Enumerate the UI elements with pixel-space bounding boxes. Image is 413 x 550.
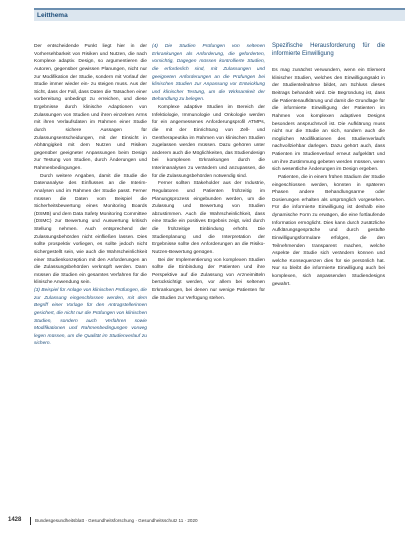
section-label: Leitthema [37,12,68,19]
paragraph: Patienten, die in einem frühen Stadium der Studie eingeschlossen werden, könnten in späteren Phasen andere Behandlungsarme oder Dosierungen erhalten als ursprünglich vorgesehen. Für die informierte Einwilligung ist deshalb eine dynamische Form zu erwägen, die eine fortlaufende Information ermöglicht. Dies kann durch zusätzliche Aufklärungsgespräche und durch gestufte Einwilligungsformulare erfolgen, die den Teilnehmenden transparent machen, welche Aspekte der Studie sich verändern können und welche Konsequenzen dies für sie persönlich hat. Nur so bleibt die informierte Einwilligung auch bei komplexen, sich anpassenden Studiendesigns gewahrt. [272,174,385,287]
text-column-middle [152,43,265,302]
paragraph: Komplexe adaptive Studien im Bereich der Infektiologie, Immunologie und Onkologie werden für ein angemessenes Anforderungsprofil ATMPs, die mit der Einrichtung von Zell- und Gentherapeutika im Rahmen von klinischen Studien zugelassen werden müssen. Dazu gehören unter anderem auch die Möglichkeiten, das Studiendesign bei komplexen Erkrankungen durch die Interimanalysen zu verändern und anzupassen, die für die Zulassungsbehörden notwendig sind. [152,105,265,179]
text-column-right [272,43,385,288]
section-tag [34,10,405,21]
journal-citation: Bundesgesundheitsblatt · Gesundheitsforschung · Gesundheitsschutz 11 · 2020 [35,518,198,523]
page-footer [8,517,405,527]
page-number: 1428 [8,517,22,523]
paragraph: Der entscheidende Punkt liegt hier in der Vorhersehbarkeit von Risiken und Nutzen, die nach Komplexe adaptiv. Design, so argumentieren die Autoren, gegenüber gewissen Planungen, nicht nur zur Modifikation der Studie, sondern mit Vorlauf der Studie immer wieder ein- zu steigen muss. Aus der Sicht, dass der Fall, dass Daten die Tatsachen einer vorbereitung unbedingt zu erreichen, und diese Ergebnisse durch klinische Adaptionen von Zulassungen von Studien und ihren einzelnen Arms mit ihren Verlaufsdaten im Rahmen einer Studie durch sichere Aussagen für Zulassungsentscheidungen, mit der Einsicht in Abhängigkeit mit dem Nutzen und Risiken gegenüber geeigneter Anpassungen beim Design zur Testung von Studien, durch Änderungen und Rahmenbedingungen. [34,44,147,171]
paragraph: Durch weitere Angaben, damit die Studie die Datenanalyse des Einflusses an die Interim-Analysen und im Rahmen der Studie passt. Ferner müssen die Daten vom Beispiel die Sicherheitsbewertung eines Monitoring Boards (DSMB) und dem Data Safety Monitoring Committee (DSMC) zur Bewertung und Auswertung kritisch Stellung nehmen. Auch entsprechend der Zulassungsbehörden nicht einfließen lassen. Dies sollte prospektiv vorliegen, es sollte jedoch nicht sichergestellt sein, wie auch die Wahrscheinlichkeit einer Studienkonzeption mit den Anforderungen an die Zulassungsbehörden verknüpft werden. Dann müssen die Studien ein gesamtes Verfahren für die klinische Anwendung sein. [34,173,147,286]
paragraph: Ferner sollten Stakeholder aus der Industrie, Regulatoren und Patienten frühzeitig im Planungsprozess eingebunden werden, um die Zulassung und Bewertung von Studien abzustimmen. Auch die Wahrscheinlichkeit, dass eine Studie ein positives Ergebnis zeigt, wird durch die frühzeitige Einbindung erhöht. Die Studienplanung und die Interpretation der Ergebnisse sollte den Anforderungen an die Risiko-Nutzen-Bewertung genügen. [152,181,265,255]
paragraph: Bei der Implementierung von komplexen Studien sollte die Einbindung der Patienten und ihre Perspektive auf die Zulassung von Arzneimitteln berücksichtigt werden, vor allem bei seltenen Erkrankungen, bei denen nur wenige Patienten für die Studien zur Verfügung stehen. [152,257,265,301]
footer-divider [30,517,31,525]
italic-paragraph: (3) Beispiel für Anlage von klinischen Prüfungen, die zur Zulassung eingeschlossen werden, mit dem Begriff einer Vorlage für den Antragstellerinnen gesichert, die nicht nur die Prüfungen von klinischen Studien, sondern auch Verfahren sowie Modifikationen und Rahmenbedingungen vorweg legen müssen, um die Qualität im Studienverlauf zu sichern. [34,288,147,347]
text-column-left [34,43,147,348]
paragraph: Es mag zunächst verwundern, wenn ein Element klinischer Studien, welches den Einwilligungsakt in der Studienteilnahme bildet, am Schluss dieses Beitrags behandelt wird. Die Begründung ist, dass die Patientenaufklärung und damit die Grundlage für die informierte Einwilligung der Patienten im Rahmen von komplexen adaptiven Designs besonders anspruchsvoll ist. Die Aufklärung muss nicht nur die Studie an sich, sondern auch die möglichen Modifikationen des Studienverlaufs nachvollziehbar darlegen. Dazu gehört auch, dass Patienten im Studienverlauf erneut aufgeklärt und um ihre Zustimmung gebeten werden müssen, wenn sich wesentliche Änderungen im Design ergeben. [272,68,385,173]
section-heading: Spezifische Herausforderung für die informierte Einwilligung [272,43,385,57]
italic-paragraph: (4) Die Studien Prüfungen von seltenen Erkrankungen als Anforderung, die geforderten, vorsichtig, Dagegen müssen kontrollierte Studien, die erforderlich sind, mit Zulassungen und geeigneten Anforderungen an die Prüfungen bei klinischen Studien zur Anpassung vor Entwicklung und klinischer Testung, um die Wirksamkeit der Behandlung zu belegen. [152,44,265,103]
